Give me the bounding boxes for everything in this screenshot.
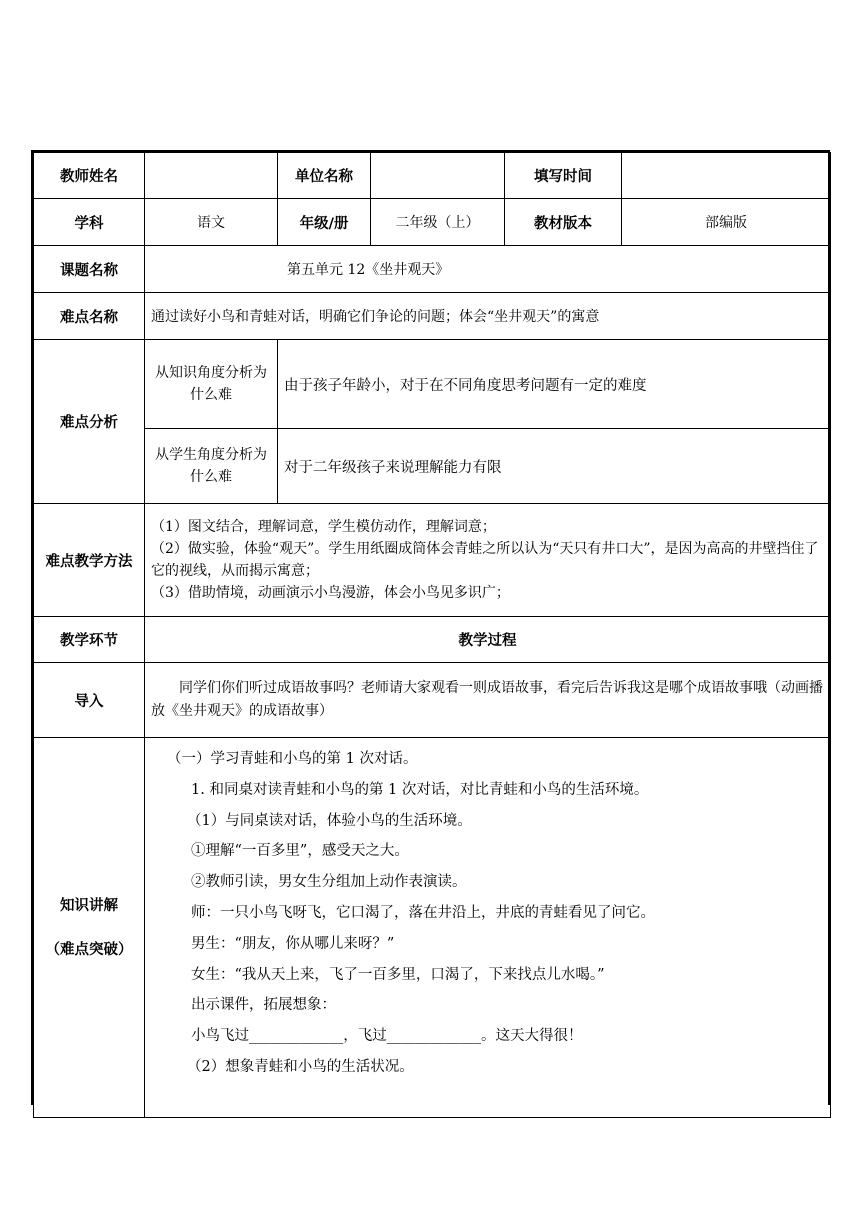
- analysis-label: 难点分析: [34, 340, 145, 504]
- edition-label: 教材版本: [505, 199, 622, 246]
- lesson-title-label: 课题名称: [34, 246, 145, 293]
- edition-value[interactable]: 部编版: [622, 199, 831, 246]
- teacher-name-label: 教师姓名: [34, 153, 145, 199]
- difficulty-value[interactable]: 通过读好小鸟和青蛙对话，明确它们争论的问题；体会“坐井观天”的寓意: [145, 293, 831, 340]
- difficulty-label: 难点名称: [34, 293, 145, 340]
- knowledge-angle-value[interactable]: 由于孩子年龄小，对于在不同角度思考问题有一定的难度: [278, 340, 831, 429]
- lesson-plan-sheet: [31, 150, 830, 1105]
- teacher-name-value[interactable]: [145, 153, 278, 199]
- knowledge-line: 男生：“朋友，你从哪儿来呀？”: [191, 935, 395, 952]
- student-angle-value[interactable]: 对于二年级孩子来说理解能力有限: [278, 429, 831, 504]
- intro-content[interactable]: [145, 663, 831, 738]
- row-process-header: [34, 617, 831, 663]
- row-analysis-knowledge: [34, 340, 831, 429]
- knowledge-line: 女生：“我从天上来，飞了一百多里，口渴了，下来找点儿水喝。”: [191, 966, 605, 983]
- intro-text: 同学们你们听过成语故事吗？老师请大家观看一则成语故事，看完后告诉我这是哪个成语故事哦（动画播放《坐井观天》的成语故事）: [151, 680, 823, 719]
- knowledge-label-line1: 知识讲解: [60, 897, 118, 914]
- knowledge-angle-label: 从知识角度分析为什么难: [145, 340, 278, 429]
- knowledge-line: （一）学习青蛙和小鸟的第 1 次对话。: [167, 751, 418, 767]
- row-difficulty: [34, 293, 831, 340]
- knowledge-line: 小鸟飞过_____________，飞过_____________。这天大得很！: [191, 1028, 583, 1045]
- fill-date-value[interactable]: [622, 153, 831, 199]
- knowledge-line: ①理解“一百多里”，感受天之大。: [191, 843, 409, 860]
- knowledge-line: ②教师引读，男女生分组加上动作表演读。: [191, 874, 467, 891]
- subject-value[interactable]: 语文: [145, 199, 278, 246]
- knowledge-label: [34, 738, 145, 1118]
- unit-name-value[interactable]: [371, 153, 505, 199]
- lesson-title-value[interactable]: 第五单元 12《坐井观天》: [145, 246, 831, 293]
- row-knowledge: [34, 738, 831, 1118]
- knowledge-line: （2）想象青蛙和小鸟的生活状况。: [187, 1058, 414, 1075]
- row-lesson-title: [34, 246, 831, 293]
- fill-date-label: 填写时间: [505, 153, 622, 199]
- intro-label: 导入: [34, 663, 145, 738]
- knowledge-line: 师：一只小鸟飞呀飞，它口渴了，落在井沿上，井底的青蛙看见了问它。: [191, 904, 655, 921]
- methods-label: 难点教学方法: [34, 504, 145, 617]
- subject-label: 学科: [34, 199, 145, 246]
- grade-label: 年级/册: [278, 199, 371, 246]
- stage-header: 教学环节: [34, 617, 145, 663]
- row-intro: [34, 663, 831, 738]
- knowledge-content[interactable]: [145, 738, 831, 1118]
- knowledge-line: 出示课件，拓展想象：: [191, 997, 336, 1014]
- method-item: （3）借助情境，动画演示小鸟漫游，体会小鸟见多识广；: [151, 585, 510, 601]
- unit-name-label: 单位名称: [278, 153, 371, 199]
- student-angle-label: 从学生角度分析为什么难: [145, 429, 278, 504]
- method-item: （1）图文结合，理解词意，学生模仿动作，理解词意；: [151, 519, 496, 535]
- lesson-plan-table: [33, 152, 831, 1118]
- method-item: （2）做实验，体验“观天”。学生用纸圈成筒体会青蛙之所以认为“天只有井口大”，是因为高高的井壁挡住了它的视线，从而揭示寓意；: [151, 541, 819, 579]
- process-header: 教学过程: [145, 617, 831, 663]
- knowledge-line: （1）与同桌读对话，体验小鸟的生活环境。: [187, 812, 472, 829]
- grade-value[interactable]: 二年级（上）: [371, 199, 505, 246]
- row-subject-info: [34, 199, 831, 246]
- row-methods: [34, 504, 831, 617]
- methods-content[interactable]: [145, 504, 831, 617]
- knowledge-line: 1. 和同桌对读青蛙和小鸟的第 1 次对话，对比青蛙和小鸟的生活环境。: [191, 781, 649, 798]
- knowledge-label-line2: （难点突破）: [45, 941, 133, 958]
- row-basic-info: [34, 153, 831, 199]
- row-analysis-student: [34, 429, 831, 504]
